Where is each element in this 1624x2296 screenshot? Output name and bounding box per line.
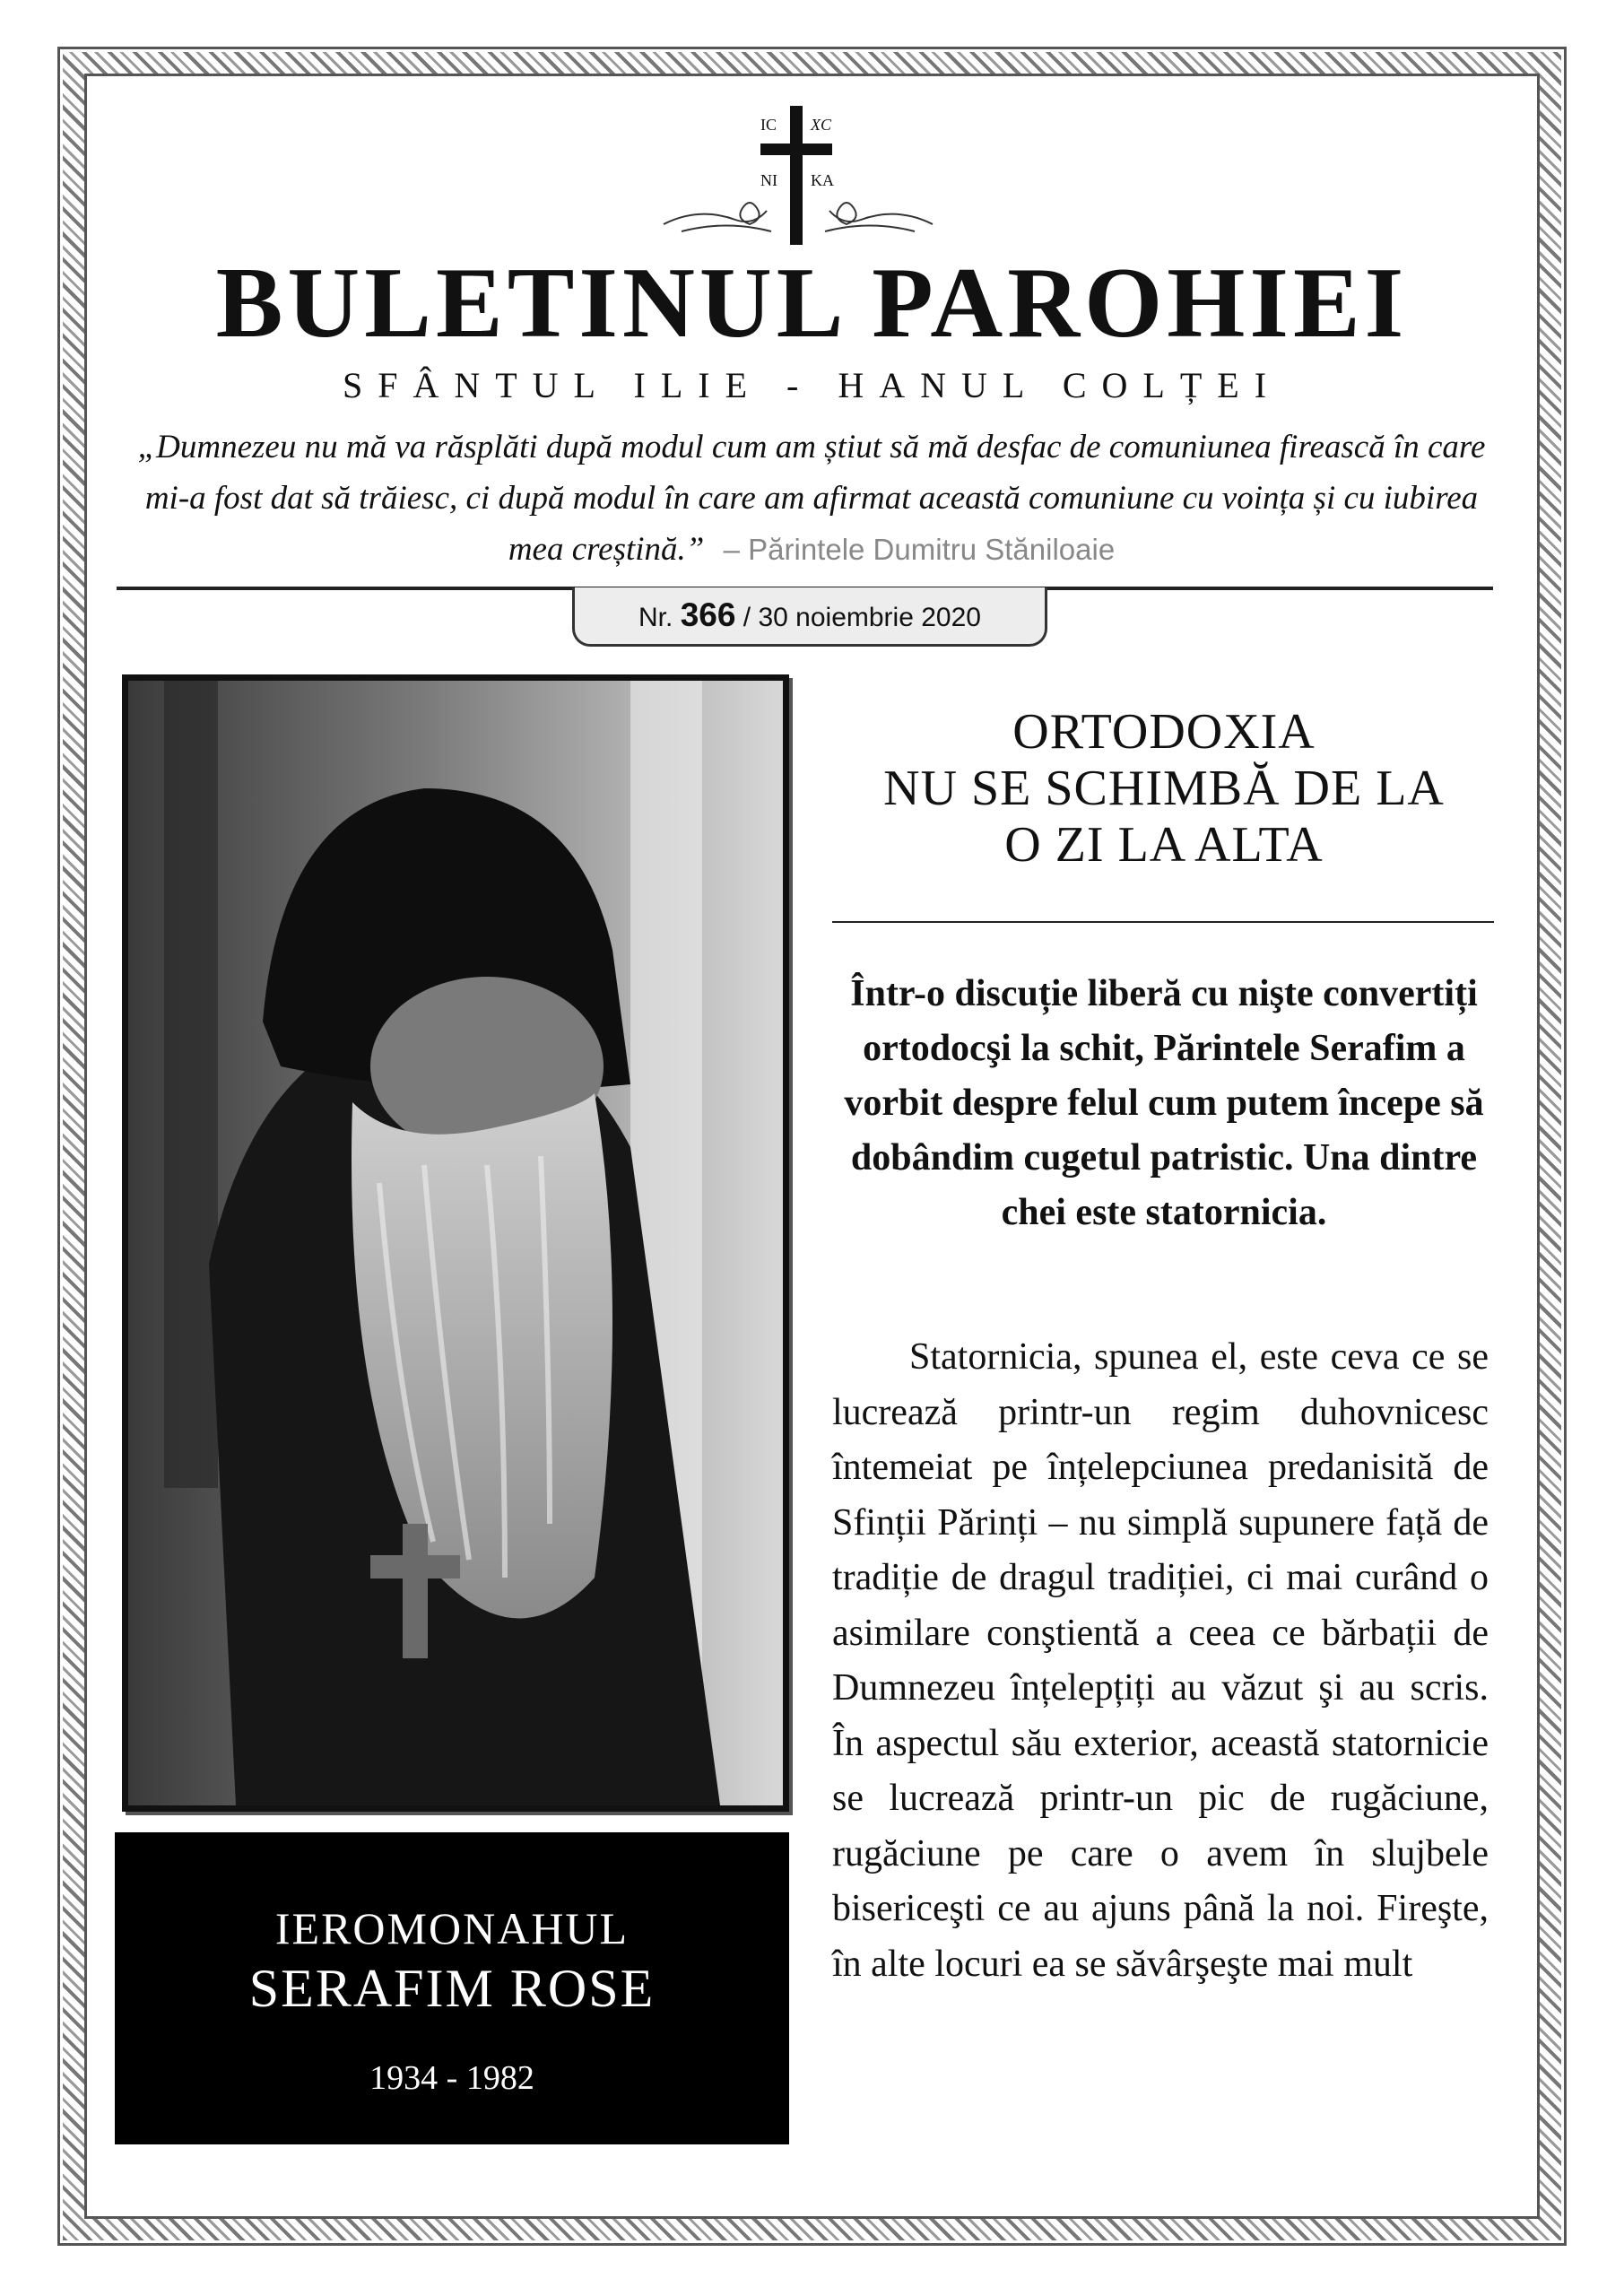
issue-prefix: Nr. <box>638 603 673 632</box>
caption-years: 1934 - 1982 <box>369 2059 534 2097</box>
header-quote <box>126 422 1498 575</box>
quote-author: – Părintele Dumitru Stăniloaie <box>723 533 1116 566</box>
caption-name: SERAFIM ROSE <box>248 1959 656 2018</box>
article-divider <box>832 921 1494 923</box>
portrait-photo <box>122 674 789 1812</box>
quote-text: „Dumnezeu nu mă va răsplăti după modul cum am știut să mă desfac de comuniunea firească în care mi-a fost dat să trăiesc, ci după modul în care am afirmat această comuniune cu voința și cu iubirea mea creștină.” <box>137 429 1486 568</box>
crest-letters-tr: XC <box>811 116 832 134</box>
article-lead: Într-o discuție liberă cu nişte convertiți ortodocşi la schit, Părintele Serafim a vorbit despre felul cum putem începe să dobândim cugetul patristic. Una dintre chei este statornicia. <box>844 973 1484 1233</box>
article-title-line: O ZI LA ALTA <box>1004 817 1324 873</box>
issue-date: / 30 noiembrie 2020 <box>743 603 981 632</box>
crest-letters-br: KA <box>811 171 834 189</box>
caption-rank: IEROMONAHUL <box>274 1903 630 1953</box>
portrait-image <box>128 681 783 1805</box>
issue-number: 366 <box>680 596 736 633</box>
article-body: Statornicia, spunea el, este ceva ce se lucrează printr-un regim duhovnicesc întemeiat pe înțelepciunea predanisită de Sfinții Părinți – nu simplă supunere față de tradiție de dragul tradiției, ci mai curând o asimilare conştientă a ceea ce bărbații de Dumnezeu înțelepțiți au văzut şi au scris. În aspectul său exterior, această statornicie se lucrează printr-un pic de rugăciune, rugăciune pe care o avem în slujbele bisericeşti ce au ajuns până la noi. Fireşte, în alte locuri ea se săvârşeşte mai mult <box>832 1336 1489 1985</box>
article-title-line: NU SE SCHIMBĂ DE LA <box>883 761 1445 816</box>
portrait-caption <box>115 1832 789 2144</box>
issue-badge <box>572 587 1047 647</box>
article-title <box>832 704 1496 874</box>
crest-letters-tl: IC <box>760 116 777 134</box>
crest-letters-bl: NI <box>760 171 777 189</box>
bulletin-title: BULETINUL PAROHIEI <box>215 248 1409 359</box>
article-title-line: ORTODOXIA <box>1012 704 1316 760</box>
parish-subtitle: SFÂNTUL ILIE - HANUL COLȚEI <box>342 365 1282 405</box>
cross-icon <box>646 99 951 251</box>
